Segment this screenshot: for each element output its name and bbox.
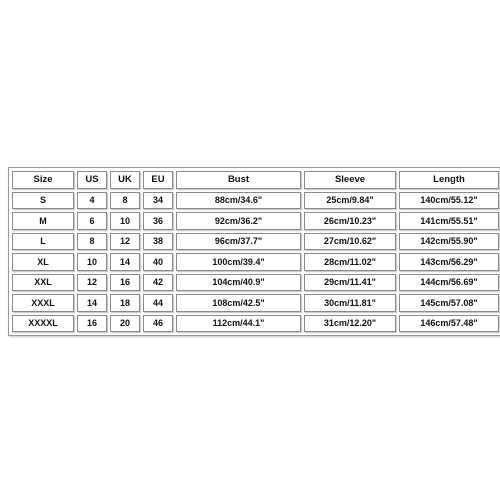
cell-eu: 42 bbox=[143, 274, 173, 292]
cell-sleeve: 29cm/11.41" bbox=[304, 274, 396, 292]
cell-size: XXL bbox=[12, 274, 74, 292]
cell-us: 16 bbox=[77, 315, 107, 333]
cell-sleeve: 27cm/10.62" bbox=[304, 233, 396, 251]
cell-length: 141cm/55.51" bbox=[399, 212, 499, 230]
cell-size: M bbox=[12, 212, 74, 230]
cell-us: 8 bbox=[77, 233, 107, 251]
cell-size: L bbox=[12, 233, 74, 251]
header-size: Size bbox=[12, 171, 74, 189]
cell-length: 143cm/56.29" bbox=[399, 253, 499, 271]
cell-sleeve: 31cm/12.20" bbox=[304, 315, 396, 333]
cell-sleeve: 25cm/9.84" bbox=[304, 192, 396, 210]
cell-us: 12 bbox=[77, 274, 107, 292]
table-row bbox=[12, 315, 499, 333]
cell-size: S bbox=[12, 192, 74, 210]
cell-bust: 100cm/39.4" bbox=[176, 253, 301, 271]
cell-uk: 18 bbox=[110, 294, 140, 312]
cell-us: 10 bbox=[77, 253, 107, 271]
cell-uk: 8 bbox=[110, 192, 140, 210]
table-row bbox=[12, 253, 499, 271]
cell-uk: 16 bbox=[110, 274, 140, 292]
cell-eu: 36 bbox=[143, 212, 173, 230]
cell-bust: 112cm/44.1" bbox=[176, 315, 301, 333]
cell-sleeve: 30cm/11.81" bbox=[304, 294, 396, 312]
cell-eu: 38 bbox=[143, 233, 173, 251]
header-uk: UK bbox=[110, 171, 140, 189]
cell-eu: 44 bbox=[143, 294, 173, 312]
table-row bbox=[12, 274, 499, 292]
cell-bust: 92cm/36.2" bbox=[176, 212, 301, 230]
cell-bust: 108cm/42.5" bbox=[176, 294, 301, 312]
header-eu: EU bbox=[143, 171, 173, 189]
cell-us: 14 bbox=[77, 294, 107, 312]
cell-us: 4 bbox=[77, 192, 107, 210]
cell-size: XL bbox=[12, 253, 74, 271]
cell-length: 144cm/56.69" bbox=[399, 274, 499, 292]
cell-size: XXXL bbox=[12, 294, 74, 312]
cell-bust: 96cm/37.7" bbox=[176, 233, 301, 251]
header-bust: Bust bbox=[176, 171, 301, 189]
cell-us: 6 bbox=[77, 212, 107, 230]
table-row bbox=[12, 294, 499, 312]
cell-length: 145cm/57.08" bbox=[399, 294, 499, 312]
cell-eu: 46 bbox=[143, 315, 173, 333]
cell-length: 146cm/57.48" bbox=[399, 315, 499, 333]
table-row bbox=[12, 212, 499, 230]
cell-bust: 104cm/40.9" bbox=[176, 274, 301, 292]
cell-uk: 10 bbox=[110, 212, 140, 230]
cell-uk: 20 bbox=[110, 315, 140, 333]
header-row bbox=[12, 171, 499, 189]
header-length: Length bbox=[399, 171, 499, 189]
header-us: US bbox=[77, 171, 107, 189]
header-sleeve: Sleeve bbox=[304, 171, 396, 189]
cell-sleeve: 26cm/10.23" bbox=[304, 212, 396, 230]
cell-bust: 88cm/34.6" bbox=[176, 192, 301, 210]
cell-eu: 40 bbox=[143, 253, 173, 271]
cell-length: 142cm/55.90" bbox=[399, 233, 499, 251]
table-row bbox=[12, 192, 499, 210]
table-row bbox=[12, 233, 499, 251]
cell-uk: 14 bbox=[110, 253, 140, 271]
cell-size: XXXXL bbox=[12, 315, 74, 333]
cell-eu: 34 bbox=[143, 192, 173, 210]
cell-sleeve: 28cm/11.02" bbox=[304, 253, 396, 271]
size-chart-table bbox=[8, 167, 500, 336]
cell-length: 140cm/55.12" bbox=[399, 192, 499, 210]
cell-uk: 12 bbox=[110, 233, 140, 251]
